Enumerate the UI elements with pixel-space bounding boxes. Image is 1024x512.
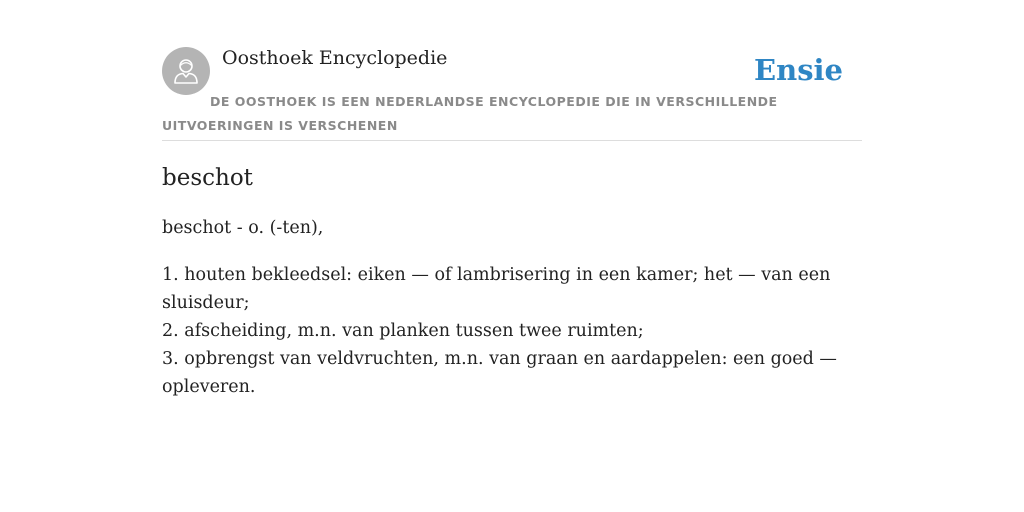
meaning-list bbox=[162, 261, 862, 401]
source-description: DE OOSTHOEK IS EEN NEDERLANDSE ENCYCLOPEDIE DIE IN VERSCHILLENDE UITVOERINGEN IS VERSCHENEN bbox=[162, 94, 778, 133]
entry-definition bbox=[162, 214, 862, 401]
source-avatar[interactable] bbox=[162, 47, 210, 95]
entry-headline: beschot - o. (-ten), bbox=[162, 218, 324, 238]
entry-content bbox=[162, 162, 862, 401]
user-silhouette-icon bbox=[171, 56, 201, 86]
source-name[interactable]: Oosthoek Encyclopedie bbox=[222, 47, 448, 69]
brand-logo[interactable]: Ensie bbox=[754, 53, 843, 87]
entry-title: beschot bbox=[162, 165, 253, 191]
source-header bbox=[162, 46, 862, 141]
meaning-item: 1. houten bekleedsel: eiken — of lambrisering in een kamer; het — van een sluisdeur; bbox=[162, 265, 831, 313]
meaning-item: 3. opbrengst van veldvruchten, m.n. van graan en aardappelen: een goed — opleveren. bbox=[162, 349, 837, 397]
meaning-item: 2. afscheiding, m.n. van planken tussen twee ruimten; bbox=[162, 321, 644, 341]
